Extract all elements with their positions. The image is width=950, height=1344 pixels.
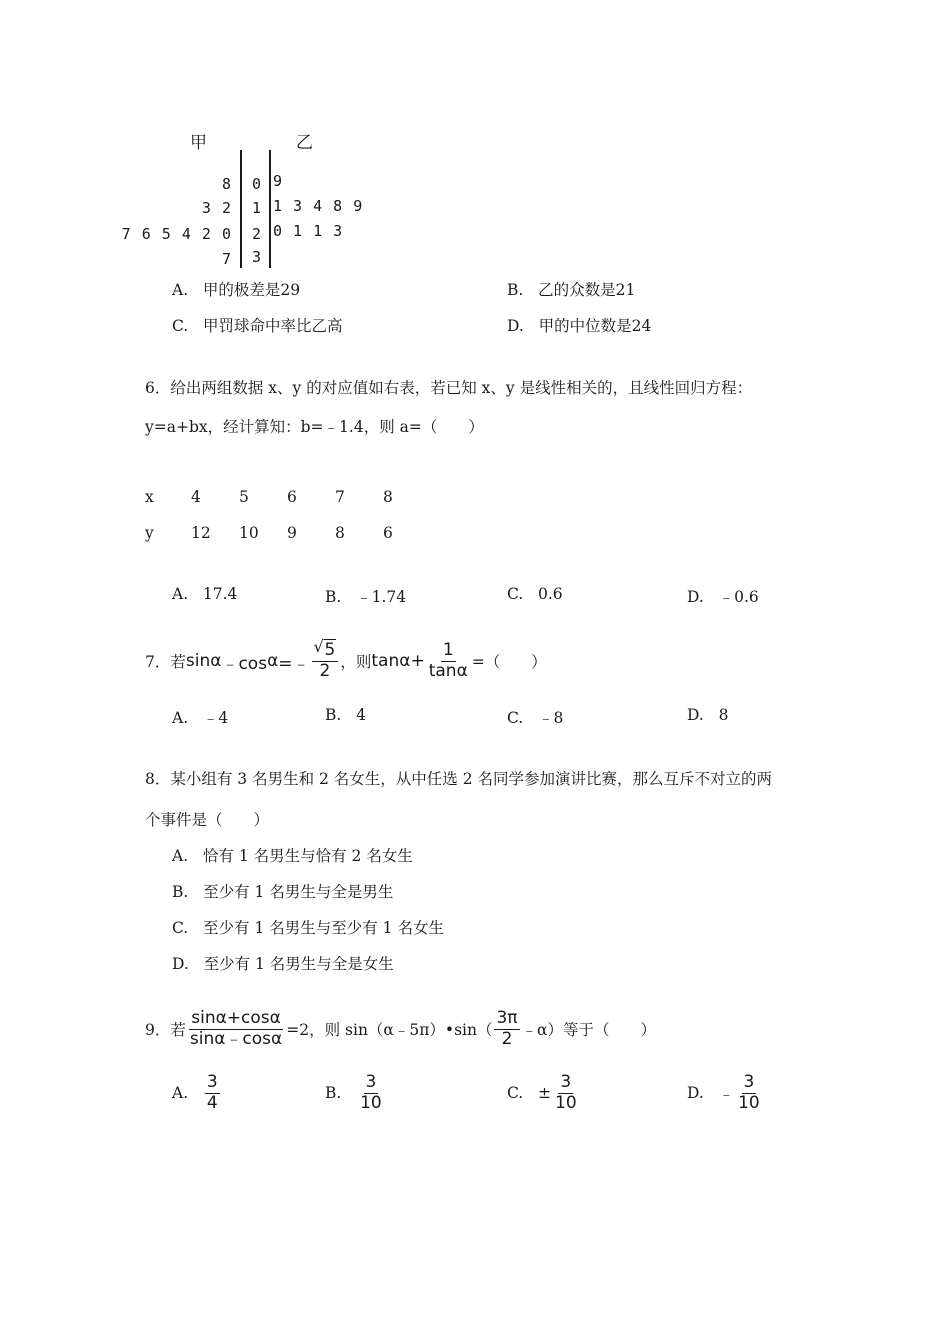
left-leaves-2: 7 6 5 4 2 0: [121, 225, 232, 243]
q6-option-d[interactable]: D. ﹣0.6: [687, 588, 759, 606]
q9-option-d[interactable]: D. ﹣ $\frac{3}{10}$: [687, 1072, 760, 1113]
q5-option-d[interactable]: D. 甲的中位数是24: [507, 317, 652, 335]
right-leaves-0: 9: [273, 172, 284, 190]
q7-fraction: √ 5 2: [312, 642, 339, 681]
q7-option-a[interactable]: A. ﹣4: [172, 709, 229, 727]
q8-option-a[interactable]: A. 恰有 1 名男生与恰有 2 名女生: [172, 847, 413, 865]
q5-option-b[interactable]: B. 乙的众数是21: [507, 281, 636, 299]
stem-divider-left: [240, 150, 242, 268]
q6-stem-line2: y=a+bx，经计算知：b=﹣1.4，则 a=（ ）: [145, 418, 484, 436]
q6-option-c[interactable]: C. 0.6: [507, 585, 563, 603]
left-leaves-1: 3 2: [201, 199, 232, 217]
q7-reciprocal: $\frac{1}{\tan\alpha}$: [428, 640, 468, 681]
q9-option-c-fraction: $\frac{3}{10}$: [555, 1072, 577, 1113]
left-title: 甲: [190, 133, 207, 153]
left-leaves-3: 7: [221, 250, 232, 268]
q9-option-a-fraction: $\frac{3}{4}$: [206, 1072, 218, 1113]
q8-stem-line1: 8．某小组有 3 名男生和 2 名女生，从中任选 2 名同学参加演讲比赛，那么互斥不对立的两: [145, 770, 773, 788]
q7-option-b[interactable]: B. 4: [325, 706, 366, 724]
left-leaves-0: 8: [221, 175, 232, 193]
q9-fraction: $\frac{\sin\alpha+\cos\alpha}{\sin\alpha﹣\cos\alpha}$: [189, 1008, 283, 1049]
q6-x-1: 5: [239, 488, 249, 506]
q9-option-b-fraction: $\frac{3}{10}$: [360, 1072, 382, 1113]
right-title: 乙: [296, 133, 313, 153]
q7-option-d[interactable]: D. 8: [687, 706, 729, 724]
q9-option-b[interactable]: B. $\frac{3}{10}$: [325, 1072, 382, 1113]
q6-y-label: y: [145, 524, 154, 542]
q9-stem: 9．若 $\frac{\sin\alpha+\cos\alpha}{\sin\alpha﹣\cos\alpha}$ =2，则 sin（α﹣5π）•sin（ $\frac{3\pi}{2}$ ﹣α）等于（ ）: [145, 1008, 657, 1049]
q6-y-1: 10: [239, 524, 259, 542]
q6-x-4: 8: [383, 488, 393, 506]
right-leaves-2: 0 1 1 3: [273, 222, 344, 240]
q6-x-3: 7: [335, 488, 345, 506]
stem-0: 0: [252, 175, 263, 193]
sqrt-icon: √: [313, 637, 324, 656]
q6-y-4: 6: [383, 524, 393, 542]
q8-option-b[interactable]: B. 至少有 1 名男生与全是男生: [172, 883, 394, 901]
q7-option-c[interactable]: C. ﹣8: [507, 709, 564, 727]
stem-2: 2: [252, 225, 263, 243]
q5-option-c[interactable]: C. 甲罚球命中率比乙高: [172, 317, 343, 335]
q8-option-d[interactable]: D. 至少有 1 名男生与全是女生: [172, 955, 394, 973]
q7-stem: 7．若 sin α ﹣cos α =﹣ √ 5 2 ，则 tan α + $\frac{1}{\tan\alpha}$ =（ ）: [145, 637, 547, 681]
stem-divider-right: [269, 150, 271, 268]
q8-stem-line2: 个事件是（ ）: [145, 811, 270, 829]
q6-y-2: 9: [287, 524, 297, 542]
q6-x-2: 6: [287, 488, 297, 506]
q9-option-d-fraction: $\frac{3}{10}$: [738, 1072, 760, 1113]
q6-y-3: 8: [335, 524, 345, 542]
q6-option-b[interactable]: B. ﹣1.74: [325, 588, 407, 606]
stem-1: 1: [252, 199, 263, 217]
q6-option-a[interactable]: A. 17.4: [172, 585, 238, 603]
stem-3: 3: [252, 248, 263, 266]
q6-y-0: 12: [191, 524, 211, 542]
q5-option-a[interactable]: A. 甲的极差是29: [172, 281, 301, 299]
q9-option-a[interactable]: A. $\frac{3}{4}$: [172, 1072, 218, 1113]
q6-x-0: 4: [191, 488, 201, 506]
q9-pi-fraction: $\frac{3\pi}{2}$: [496, 1008, 518, 1049]
right-leaves-1: 1 3 4 8 9: [273, 197, 364, 215]
q6-stem-line1: 6．给出两组数据 x、y 的对应值如右表，若已知 x、y 是线性相关的，且线性回归方程：: [145, 379, 753, 397]
q9-option-c[interactable]: C. ± $\frac{3}{10}$: [507, 1072, 577, 1113]
q6-x-label: x: [145, 488, 154, 506]
q8-option-c[interactable]: C. 至少有 1 名男生与至少有 1 名女生: [172, 919, 444, 937]
